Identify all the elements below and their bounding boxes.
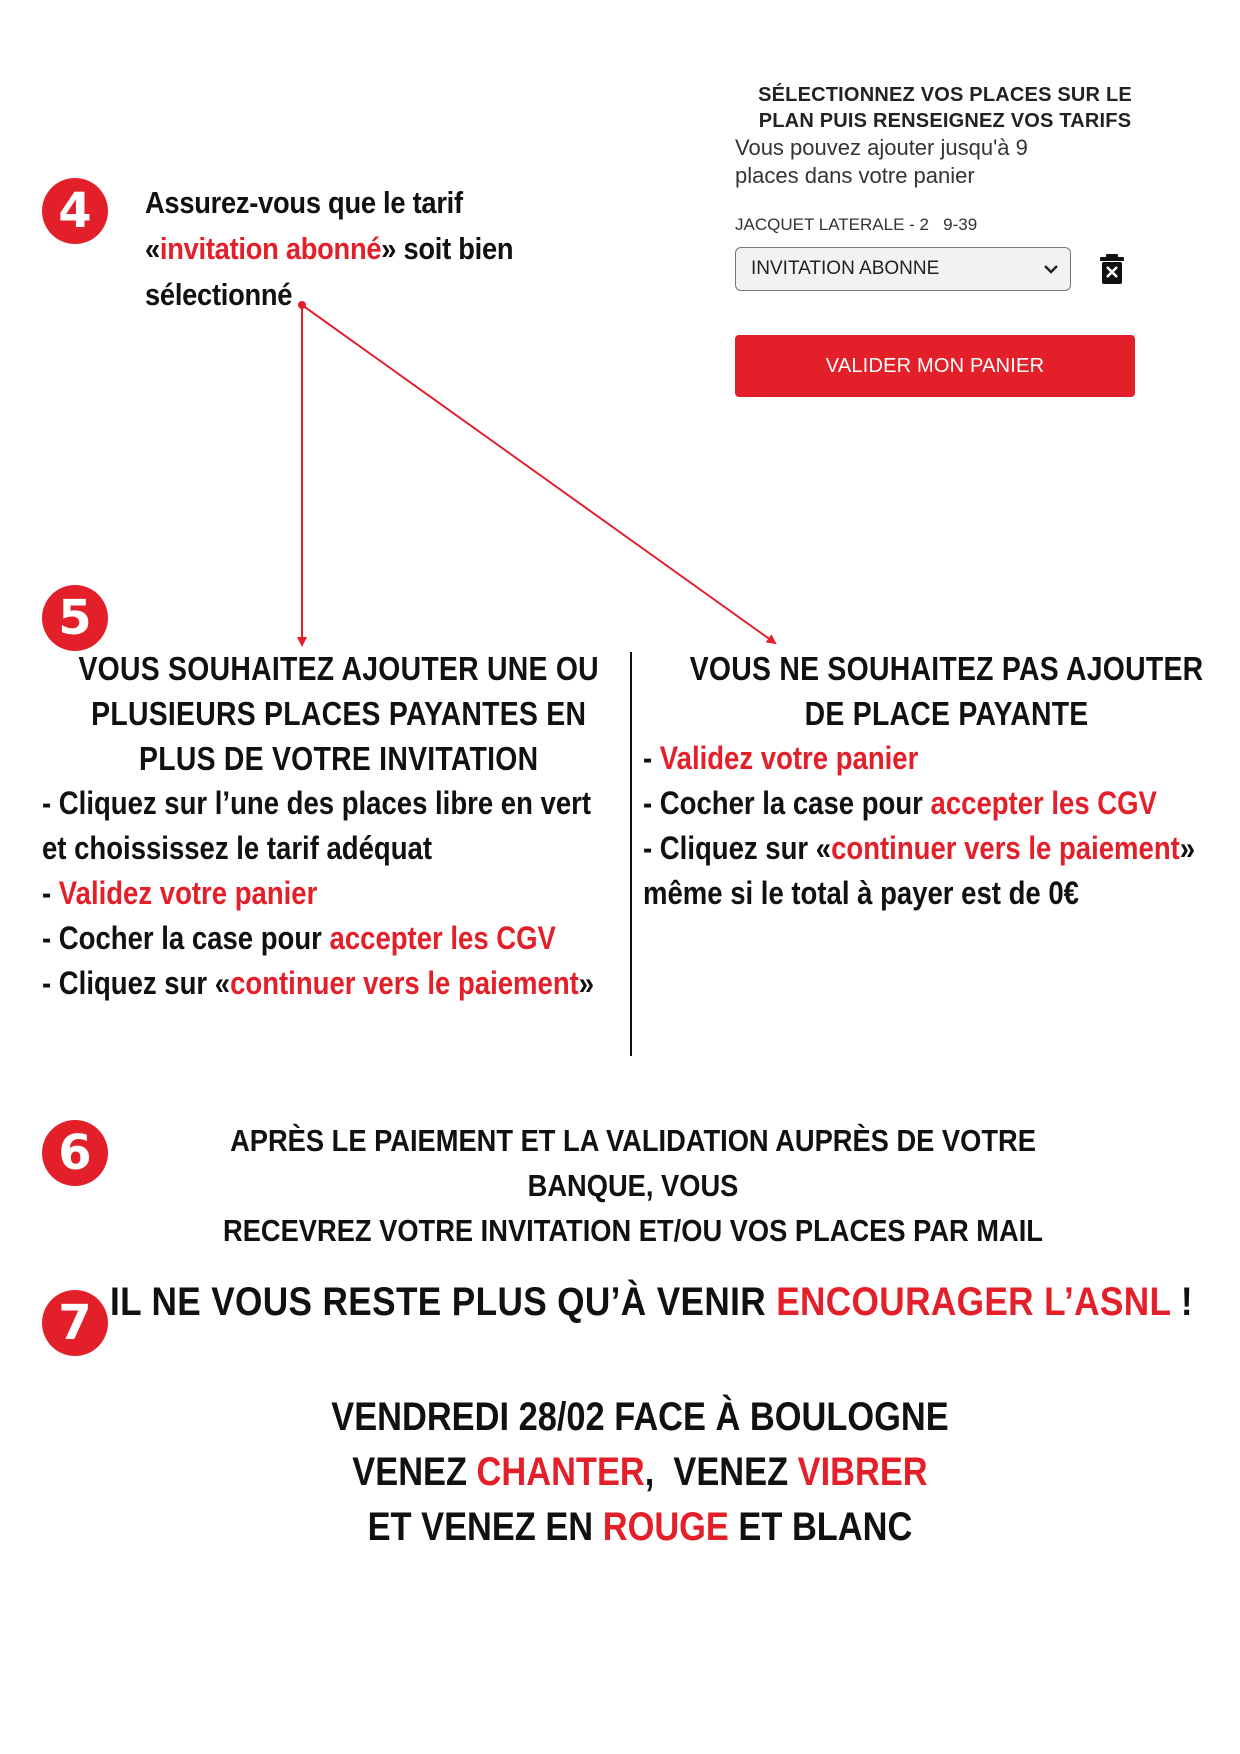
option-paid-heading-3: PLUS DE VOTRE INVITATION [139, 740, 539, 777]
closing-line-1: VENDREDI 28/02 FACE À BOULOGNE [331, 1395, 949, 1439]
option-paid-line-4: - Cocher la case pour accepter les CGV [42, 920, 556, 956]
ticket-panel [735, 82, 1155, 397]
step-6-line-2: RECEVREZ VOTRE INVITATION ET/OU VOS PLACES PAR MAIL [223, 1213, 1043, 1248]
option-paid-heading-1: VOUS SOUHAITEZ AJOUTER UNE OU [78, 650, 599, 687]
option-paid-line-1: - Cliquez sur l’une des places libre en vert [42, 785, 592, 821]
step-5-badge: 5 [42, 585, 108, 651]
closing-line-3: ET VENEZ EN ROUGE ET BLANC [367, 1505, 913, 1549]
tarif-select[interactable] [735, 247, 1071, 291]
option-paid-line-2: et choississez le tarif adéquat [42, 830, 433, 866]
step-7-badge: 7 [42, 1290, 108, 1356]
tarif-row [735, 247, 1155, 291]
option-paid-line-5: - Cliquez sur «continuer vers le paiement» [42, 965, 595, 1001]
tarif-select-value: INVITATION ABONNE [751, 258, 940, 279]
seat-label: JACQUET LATERALE - 2 9-39 [735, 215, 978, 234]
option-free-line-2: - Cocher la case pour accepter les CGV [643, 785, 1157, 821]
step-6-badge: 6 [42, 1120, 108, 1186]
trash-icon[interactable] [1097, 253, 1127, 285]
step-4-badge: 4 [42, 178, 108, 244]
closing-message [250, 1390, 1030, 1555]
step-6-text [118, 1118, 1148, 1253]
option-paid-line-3: - Validez votre panier [42, 875, 318, 911]
option-free-line-4: même si le total à payer est de 0€ [643, 875, 1079, 911]
panel-info: Vous pouvez ajouter jusqu'à 9 places dans votre panier [735, 135, 1028, 188]
option-no-paid-seats [643, 646, 1240, 916]
step-6-line-1: APRÈS LE PAIEMENT ET LA VALIDATION AUPRÈS DE VOTRE BANQUE, VOUS [230, 1123, 1036, 1203]
option-paid-heading-2: PLUSIEURS PLACES PAYANTES EN [91, 695, 587, 732]
step-7-text: IL NE VOUS RESTE PLUS QU’À VENIR ENCOURAGER L’ASNL ! [110, 1280, 1193, 1324]
chevron-down-icon [1044, 264, 1058, 274]
closing-line-2: VENEZ CHANTER, VENEZ VIBRER [352, 1450, 928, 1494]
step-4-text-start: Assurez-vous que le tarif « [145, 185, 463, 266]
option-free-line-1: - Validez votre panier [643, 740, 919, 776]
column-divider [630, 652, 632, 1056]
validate-cart-button[interactable]: VALIDER MON PANIER [735, 335, 1135, 397]
option-free-line-3: - Cliquez sur «continuer vers le paiement» [643, 830, 1196, 866]
step-4-highlight: invitation abonné [159, 231, 382, 266]
panel-title: SÉLECTIONNEZ VOS PLACES SUR LE PLAN PUIS RENSEIGNEZ VOS TARIFS [758, 84, 1132, 132]
step-4-text [145, 180, 603, 318]
step-4-text-end: » soit bien sélectionné [145, 231, 514, 312]
option-paid-seats [42, 646, 635, 1006]
arrow-diagonal [302, 305, 775, 643]
option-free-heading-2: DE PLACE PAYANTE [804, 695, 1089, 732]
option-free-heading-1: VOUS NE SOUHAITEZ PAS AJOUTER [689, 650, 1204, 687]
